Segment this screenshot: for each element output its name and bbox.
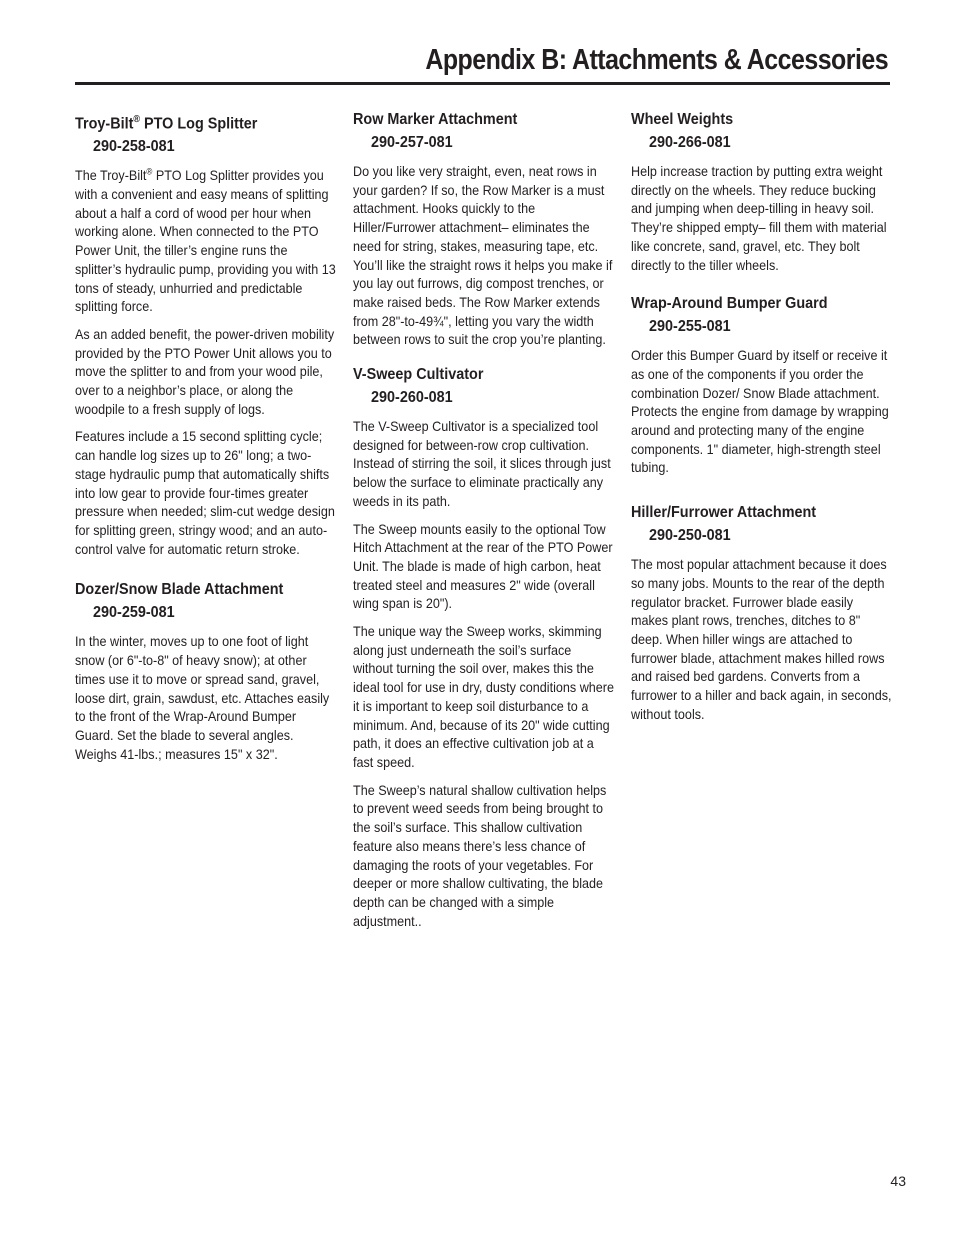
section-paragraph: As an added benefit, the power-driven mobility provided by the PTO Power Unit allows you to move the splitter to and from your wood pile, over to a neighbor’s place, or along the woodpile to a fresh supply of logs. xyxy=(75,325,335,417)
section-wheel-weights xyxy=(631,108,893,274)
section-paragraph: The most popular attachment because it does so many jobs. Mounts to the rear of the depth regulator bracket. Furrower blade easily makes plant rows, trenches, ditches to 8" deep. When hiller wings are attached to furrower blade, attachment makes hilled rows and raised bed gardens. Converts from a furrower to a hiller and back again, in seconds, without tools. xyxy=(631,556,892,722)
section-paragraph: The V-Sweep Cultivator is a specialized tool designed for between-row crop cultivation. Instead of stirring the soil, it slices through just below the surface to eliminate practically any weeds in its path. xyxy=(353,418,611,509)
section-paragraph: Features include a 15 second splitting cycle; can handle log sizes up to 26" long; a two-stage hydraulic pump that automatically shifts into low gear to provide four-times greater pressure when needed; slim-cut wedge design for splitting green, stringy wood; and an auto-control valve for automatic return stroke. xyxy=(75,428,335,557)
column-3 xyxy=(631,108,893,737)
product-name: Row Marker Attachment xyxy=(353,111,518,128)
page-title: Appendix B: Attachments & Accessories xyxy=(425,44,888,76)
section-paragraph: The Sweep mounts easily to the optional Tow Hitch Attachment at the rear of the PTO Power Unit. The blade is made of high carbon, heat treated steel and measures 2" wide (overall wing span is 20"). xyxy=(353,520,613,612)
section-heading xyxy=(353,108,589,154)
section-dozer-blade xyxy=(75,578,337,763)
section-paragraph: The unique way the Sweep works, skimming along just underneath the soil’s surface without turning the soil over, makes this the ideal tool for use in dry, dusty conditions where it is important to keep soil disturbance to a minimum. And, because of its 20" wide cutting path, it does an effective cultivation job at a fast speed. xyxy=(353,623,615,770)
part-number: 290-250-081 xyxy=(649,527,731,545)
column-2 xyxy=(353,108,615,944)
product-name: Wrap-Around Bumper Guard xyxy=(631,295,828,313)
part-number: 290-259-081 xyxy=(93,604,175,622)
product-name-suffix: PTO Log Splitter xyxy=(140,115,258,133)
section-row-marker xyxy=(353,108,615,349)
section-heading xyxy=(75,578,311,624)
product-name: Troy-Bilt xyxy=(75,115,134,133)
product-name: Hiller/Furrower Attachment xyxy=(631,504,817,522)
page-number: 43 xyxy=(890,1173,906,1189)
section-paragraph: In the winter, moves up to one foot of light snow (or 6"-to-8" of heavy snow); at other times use it to move or spread sand, gravel, loose dirt, grain, sawdust, etc. Attaches easily to the front of the Wrap-Around Bumper Guard. Set the blade to several angles. Weighs 41-lbs.; measures 15" x 32". xyxy=(75,633,330,762)
header-rule xyxy=(75,82,890,85)
section-paragraph: The Sweep’s natural shallow cultivation helps to prevent weed seeds from being brought to the soil’s surface. This shallow cultivation feature also means there’s less chance of damaging the roots of your vegetables. For deeper or more shallow cultivating, the blade depth can be changed with a simple adjustment.. xyxy=(353,781,607,929)
part-number: 290-266-081 xyxy=(649,134,731,151)
section-paragraph: Do you like very straight, even, neat rows in your garden? If so, the Row Marker is a must attachment. Hooks quickly to the Hiller/Furrower attachment– eliminates the need for string, stakes, measuring tape, etc. You’ll like the straight rows it helps you make if you lay out furrows, dig compost trenches, or make raised beds. The Row Marker extends from 28"-to-49¾", letting you vary the width between rows to suit the crop you’re planting. xyxy=(353,163,613,348)
part-number: 290-255-081 xyxy=(649,318,731,336)
section-bumper-guard xyxy=(631,292,893,477)
product-name: Dozer/Snow Blade Attachment xyxy=(75,581,284,599)
section-v-sweep xyxy=(353,363,615,930)
part-number: 290-257-081 xyxy=(371,134,453,151)
column-1 xyxy=(75,108,337,777)
paragraph-text: The Troy-Bilt xyxy=(75,167,147,184)
section-paragraph: Order this Bumper Guard by itself or receive it as one of the components if you order the combination Dozer/ Snow Blade attachment. Protects the engine from damage by wrapping around and protecting many of the engine components. 1" diameter, high-strength steel tubing. xyxy=(631,347,889,476)
section-heading xyxy=(631,501,867,547)
registered-mark: ® xyxy=(133,114,141,125)
section-heading xyxy=(75,108,311,158)
paragraph-text: PTO Log Splitter provides you with a convenient and easy means of splitting about a half a cord of wood per hour when working alone. When connected to the PTO Power Unit, the tiller’s engine runs the splitter’s hydraulic pump, providing you with 13 tons of steady, unhurried and predictable splitting force. xyxy=(75,167,336,315)
part-number: 290-258-081 xyxy=(93,138,175,156)
product-name: Wheel Weights xyxy=(631,111,734,128)
section-heading xyxy=(353,363,589,409)
section-paragraph: Help increase traction by putting extra weight directly on the wheels. They reduce bucking and jumping when deep-tilling in heavy soil. They’re shipped empty– fill them with material like concrete, sand, gravel, etc. They bolt directly to the tiller wheels. xyxy=(631,163,887,273)
section-heading xyxy=(631,292,867,338)
registered-mark: ® xyxy=(146,166,153,177)
section-log-splitter xyxy=(75,108,337,558)
section-heading xyxy=(631,108,867,154)
product-name: V-Sweep Cultivator xyxy=(353,366,484,384)
section-paragraph xyxy=(75,166,336,316)
part-number: 290-260-081 xyxy=(371,389,453,407)
section-hiller-furrower xyxy=(631,501,893,723)
